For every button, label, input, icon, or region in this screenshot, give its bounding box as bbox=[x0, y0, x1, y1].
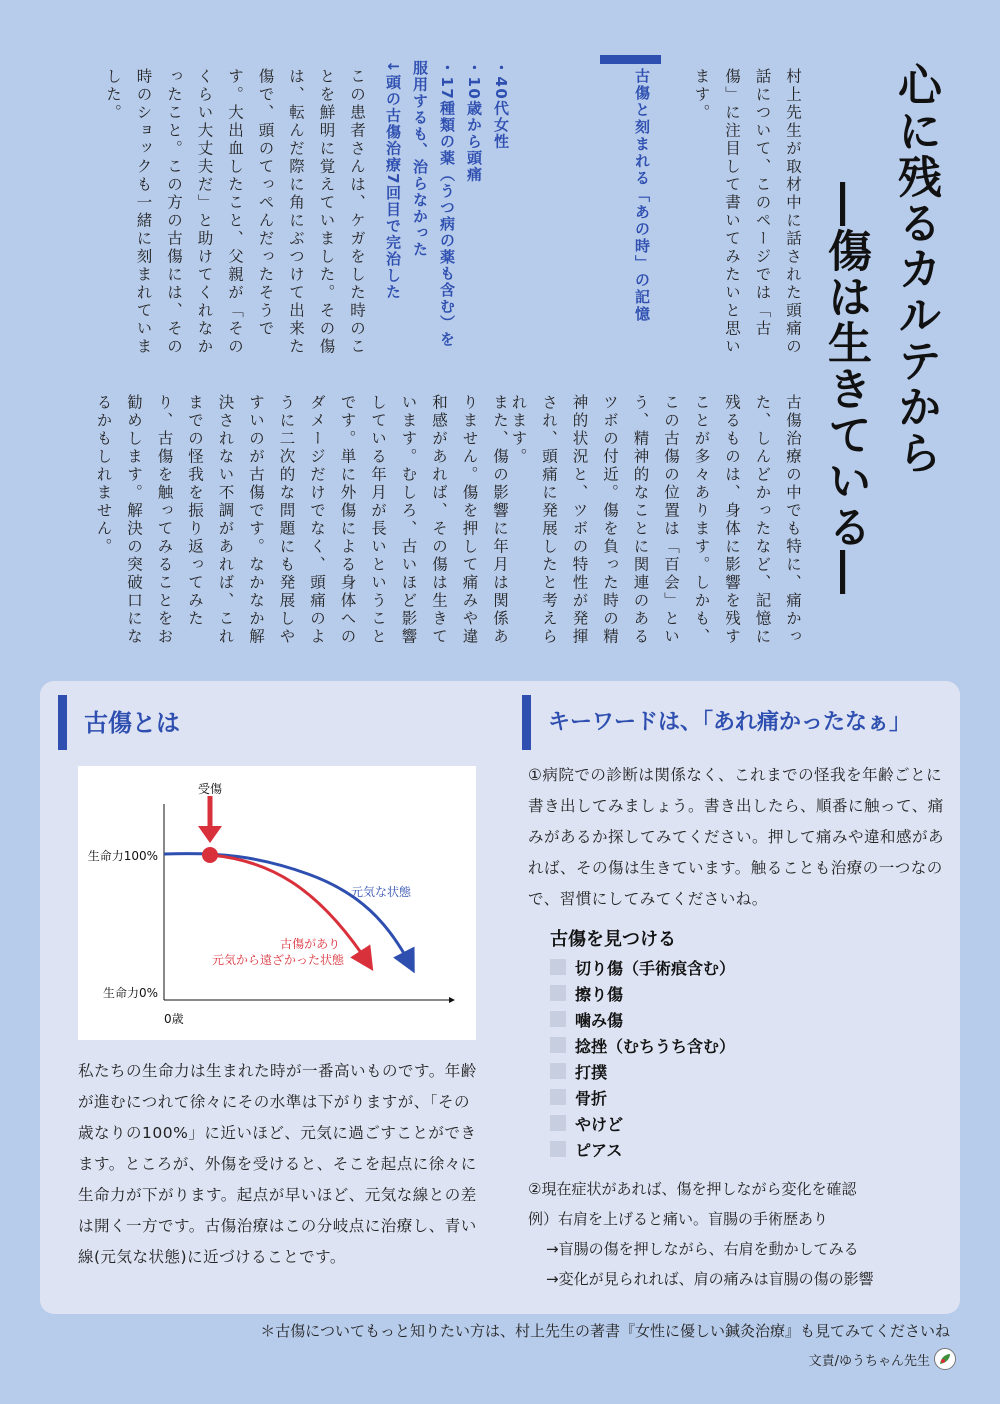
step2-line: →変化が見られれば、肩の痛みは盲腸の傷の影響 bbox=[546, 1270, 874, 1288]
checklist bbox=[550, 954, 735, 1162]
checkbox[interactable] bbox=[550, 1141, 566, 1157]
leaf-logo-icon bbox=[934, 1348, 956, 1370]
section-title: 古傷と刻まれる「あの時」の記憶 bbox=[633, 68, 651, 323]
checklist-label: 擦り傷 bbox=[575, 984, 624, 1004]
injury-annotation: 受傷 bbox=[197, 782, 223, 796]
checklist-label: 骨折 bbox=[575, 1088, 608, 1108]
checklist-label: 切り傷（手術痕含む） bbox=[575, 958, 736, 978]
checklist-item[interactable] bbox=[550, 1136, 735, 1162]
title-line-2: ―傷は生きている― bbox=[820, 182, 871, 596]
checklist-item[interactable] bbox=[550, 954, 735, 980]
furukizu-paragraph: 私たちの生命力は生まれた時が一番高いものです。年齢が進むにつれて徐々にその水準は下がりますが、「その歳なりの100%」に近いほど、元気に過ごすことができます。ところが、外傷を受けると、そこを起点に徐々に生命力が下がります。起点が早いほど、元気な線との差は開く一方です。古傷治療はこの分岐点に治療し、青い線(元気な状態)に近づけることです。 bbox=[78, 1062, 477, 1266]
fact-item: ・10歳から頭痛 bbox=[465, 60, 483, 183]
patient-facts bbox=[379, 60, 514, 350]
checklist-label: 噛み傷 bbox=[575, 1010, 624, 1030]
checklist-item[interactable] bbox=[550, 1058, 735, 1084]
step2-line: →盲腸の傷を押しながら、右肩を動かしてみる bbox=[546, 1240, 859, 1258]
keyword-heading: キーワードは、「あれ痛かったなぁ」 bbox=[548, 710, 912, 735]
checklist-item[interactable] bbox=[550, 1084, 735, 1110]
checklist-item[interactable] bbox=[550, 1110, 735, 1136]
fact-item: ・40代女性 bbox=[492, 60, 510, 150]
x-origin-label: 0歳 bbox=[164, 1012, 184, 1026]
body-paragraph-1: 古傷治療の中でも特に、痛かった、しんどかったなど、記憶に残るものは、身体に影響を残すことが多々あります。しかも、この古傷の位置は「百会」という、精神的なことに関連のあるツボの付近。傷を負った時の精神的状況と、ツボの特性が発揮され、頭痛に発展したと考えられます。 bbox=[509, 394, 802, 646]
checklist-title: 古傷を見つける bbox=[550, 929, 676, 950]
checkbox[interactable] bbox=[550, 1063, 566, 1079]
step2-line: ②現在症状があれば、傷を押しながら変化を確認 bbox=[528, 1180, 857, 1198]
patient-paragraph: この患者さんは、ケガをした時のことを鮮明に覚えていました。その傷は、転んだ際に角にぶつけて出来た傷で、頭のてっぺんだったそうです。大出血したこと、父親が「そのくらい大丈夫だ」と助けてくれなかったこと。この方の古傷には、その時のショックも一緒に刻まれていました。 bbox=[104, 68, 366, 356]
legend-injured-line2: 元気から遠ざかった状態 bbox=[211, 953, 344, 967]
checklist-label: ピアス bbox=[575, 1140, 623, 1160]
step2-line: 例）右肩を上げると痛い。盲腸の手術歴あり bbox=[528, 1210, 829, 1228]
injury-point bbox=[202, 847, 218, 863]
fact-item: ↓頭の古傷治療7回目で完治した bbox=[384, 60, 402, 301]
injury-arrow-head bbox=[198, 826, 222, 843]
checklist-item[interactable] bbox=[550, 1032, 735, 1058]
fact-item: ・17種類の薬（うつ病の薬も含む）を服用するも、治らなかった bbox=[411, 60, 456, 348]
credit-text: 文責/ゆうちゃん先生 bbox=[808, 1353, 930, 1369]
checkbox[interactable] bbox=[550, 959, 566, 975]
checkbox[interactable] bbox=[550, 1011, 566, 1027]
body-paragraph-2: また、傷の影響に年月は関係ありません。傷を押して痛みや違和感があれば、その傷は生きています。むしろ、古いほど影響している年月が長いということです。単に外傷による身体へのダメージだけでなく、頭痛のように二次的な問題にも発展しやすいのが古傷です。なかなか解決されない不調があれば、これまでの怪我を振り返ってみたり、古傷を触ってみることをお勧めします。解決の突破口になるかもしれません。 bbox=[94, 394, 509, 646]
legend-injured-line1: 古傷があり bbox=[280, 937, 341, 951]
checkbox[interactable] bbox=[550, 1115, 566, 1131]
page-title bbox=[810, 62, 950, 622]
checklist-item[interactable] bbox=[550, 980, 735, 1006]
keyword-step2 bbox=[528, 1174, 948, 1294]
intro-paragraph: 村上先生が取材中に話された頭痛の話について、このページでは「古傷」に注目して書いてみたいと思います。 bbox=[692, 68, 802, 356]
credit bbox=[809, 1348, 956, 1370]
section-heading bbox=[627, 56, 657, 326]
legend-healthy: 元気な状態 bbox=[351, 885, 412, 899]
title-line-1: 心に残るカルテから bbox=[890, 62, 941, 476]
heading-bar bbox=[522, 695, 531, 750]
checklist-label: 打撲 bbox=[575, 1062, 608, 1082]
heading-bar bbox=[58, 695, 67, 750]
checklist-item[interactable] bbox=[550, 1006, 735, 1032]
checkbox[interactable] bbox=[550, 1037, 566, 1053]
life-force-chart bbox=[78, 766, 476, 1040]
checklist-label: 捻挫（むちうち含む） bbox=[575, 1036, 736, 1056]
keyword-step1: ①病院での診断は関係なく、これまでの怪我を年齢ごとに書き出してみましょう。書き出したら、順番に触って、痛みがあるか探してみてください。押して痛みや違和感があれば、その傷は生きています。触ることも治療の一つなので、習慣にしてみてくださいね。 bbox=[528, 766, 945, 908]
checkbox[interactable] bbox=[550, 985, 566, 1001]
checklist-label: やけど bbox=[575, 1114, 624, 1134]
legend-injured bbox=[212, 936, 345, 967]
footnote: ＊古傷についてもっと知りたい方は、村上先生の著書『女性に優しい鍼灸治療』も見てみてくださいね bbox=[260, 1322, 950, 1340]
y-tick-label: 生命力100% bbox=[87, 849, 158, 863]
checkbox[interactable] bbox=[550, 1089, 566, 1105]
furukizu-heading: 古傷とは bbox=[84, 709, 180, 737]
y-tick-label: 生命力0% bbox=[102, 986, 158, 1000]
